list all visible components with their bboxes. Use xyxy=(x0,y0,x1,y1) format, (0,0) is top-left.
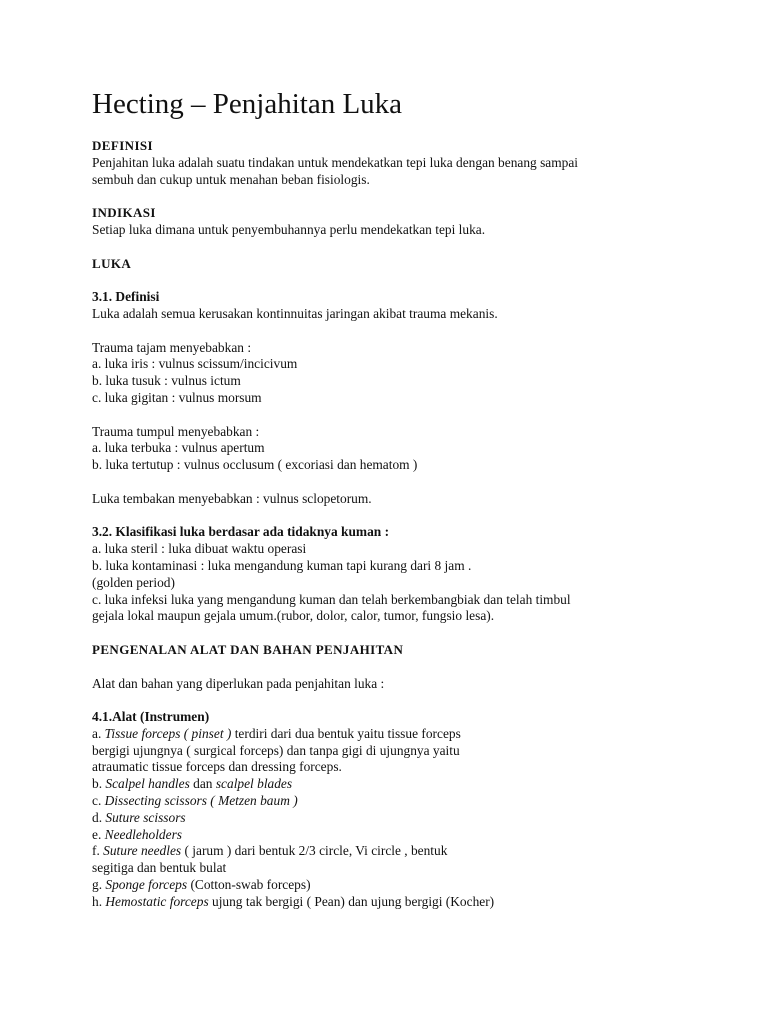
list-item: g. Sponge forceps (Cotton-swab forceps) xyxy=(92,877,311,893)
list-item: c. luka gigitan : vulnus morsum xyxy=(92,389,262,405)
list-item: c. Dissecting scissors ( Metzen baum ) xyxy=(92,793,298,809)
document-body xyxy=(92,138,732,911)
subheading-definisi: 3.1. Definisi xyxy=(92,289,160,305)
list-item: b. Scalpel handles dan scalpel blades xyxy=(92,776,293,792)
instrument-name: Sponge forceps xyxy=(105,877,188,893)
list-item-continuation: segitiga dan bentuk bulat xyxy=(92,860,227,876)
indikasi-line: Setiap luka dimana untuk penyembuhannya perlu mendekatkan tepi luka. xyxy=(92,221,486,237)
list-item: e. Needleholders xyxy=(92,826,182,842)
luka-definition-text: Luka adalah semua kerusakan kontinnuitas jaringan akibat trauma mekanis. xyxy=(92,305,498,321)
section-heading-definisi: DEFINISI xyxy=(92,138,153,153)
list-item-continuation: atraumatic tissue forceps dan dressing forceps. xyxy=(92,759,342,775)
list-item: f. Suture needles ( jarum ) dari bentuk 2/3 circle, Vi circle , bentuk xyxy=(92,843,448,859)
subheading-klasifikasi: 3.2. Klasifikasi luka berdasar ada tidaknya kuman : xyxy=(92,524,390,540)
alat-intro: Alat dan bahan yang diperlukan pada penjahitan luka : xyxy=(92,675,385,691)
section-heading-indikasi: INDIKASI xyxy=(92,205,156,221)
trauma-tumpul-intro: Trauma tumpul menyebabkan : xyxy=(92,423,260,439)
instrument-name: Scalpel handles xyxy=(105,776,190,792)
list-item: (golden period) xyxy=(92,574,175,590)
list-item: b. luka tusuk : vulnus ictum xyxy=(92,373,241,389)
list-item: a. luka iris : vulnus scissum/incicivum xyxy=(92,356,298,372)
list-item: gejala lokal maupun gejala umum.(rubor, dolor, calor, tumor, fungsio lesa). xyxy=(92,608,495,624)
instrument-name: Suture scissors xyxy=(105,809,186,825)
list-item: h. Hemostatic forceps ujung tak bergigi ( Pean) dan ujung bergigi (Kocher) xyxy=(92,893,495,909)
luka-tembakan-text: Luka tembakan menyebabkan : vulnus sclopetorum. xyxy=(92,490,372,506)
trauma-tajam-intro: Trauma tajam menyebabkan : xyxy=(92,339,252,355)
section-heading-luka: LUKA xyxy=(92,255,132,271)
list-item: a. Tissue forceps ( pinset ) terdiri dari dua bentuk yaitu tissue forceps xyxy=(92,725,461,741)
list-item: d. Suture scissors xyxy=(92,809,186,825)
instrument-name: Suture needles xyxy=(103,843,182,859)
instrument-name: Hemostatic forceps xyxy=(105,893,209,909)
definisi-line: Penjahitan luka adalah suatu tindakan untuk mendekatkan tepi luka dengan benang sampai xyxy=(92,154,579,170)
list-item: b. luka tertutup : vulnus occlusum ( excoriasi dan hematom ) xyxy=(92,457,418,473)
instrument-name: Tissue forceps ( pinset ) xyxy=(104,725,232,741)
subheading-alat-instrumen: 4.1.Alat (Instrumen) xyxy=(92,709,210,725)
section-heading-alat-bahan: PENGENALAN ALAT DAN BAHAN PENJAHITAN xyxy=(92,641,404,657)
instrument-name: scalpel blades xyxy=(215,776,293,792)
definisi-line: sembuh dan cukup untuk menahan beban fisiologis. xyxy=(92,171,370,187)
instrument-name: Needleholders xyxy=(104,826,182,842)
list-item: c. luka infeksi luka yang mengandung kuman dan telah berkembangbiak dan telah timbul xyxy=(92,591,571,607)
list-item: a. luka steril : luka dibuat waktu operasi xyxy=(92,541,307,557)
list-item-continuation: bergigi ujungnya ( surgical forceps) dan tanpa gigi di ujungnya yaitu xyxy=(92,742,460,758)
list-item: a. luka terbuka : vulnus apertum xyxy=(92,440,265,456)
instrument-name: Dissecting scissors ( Metzen baum ) xyxy=(104,793,298,809)
list-item: b. luka kontaminasi : luka mengandung kuman tapi kurang dari 8 jam . xyxy=(92,557,472,573)
document-title: Hecting – Penjahitan Luka xyxy=(92,88,403,120)
